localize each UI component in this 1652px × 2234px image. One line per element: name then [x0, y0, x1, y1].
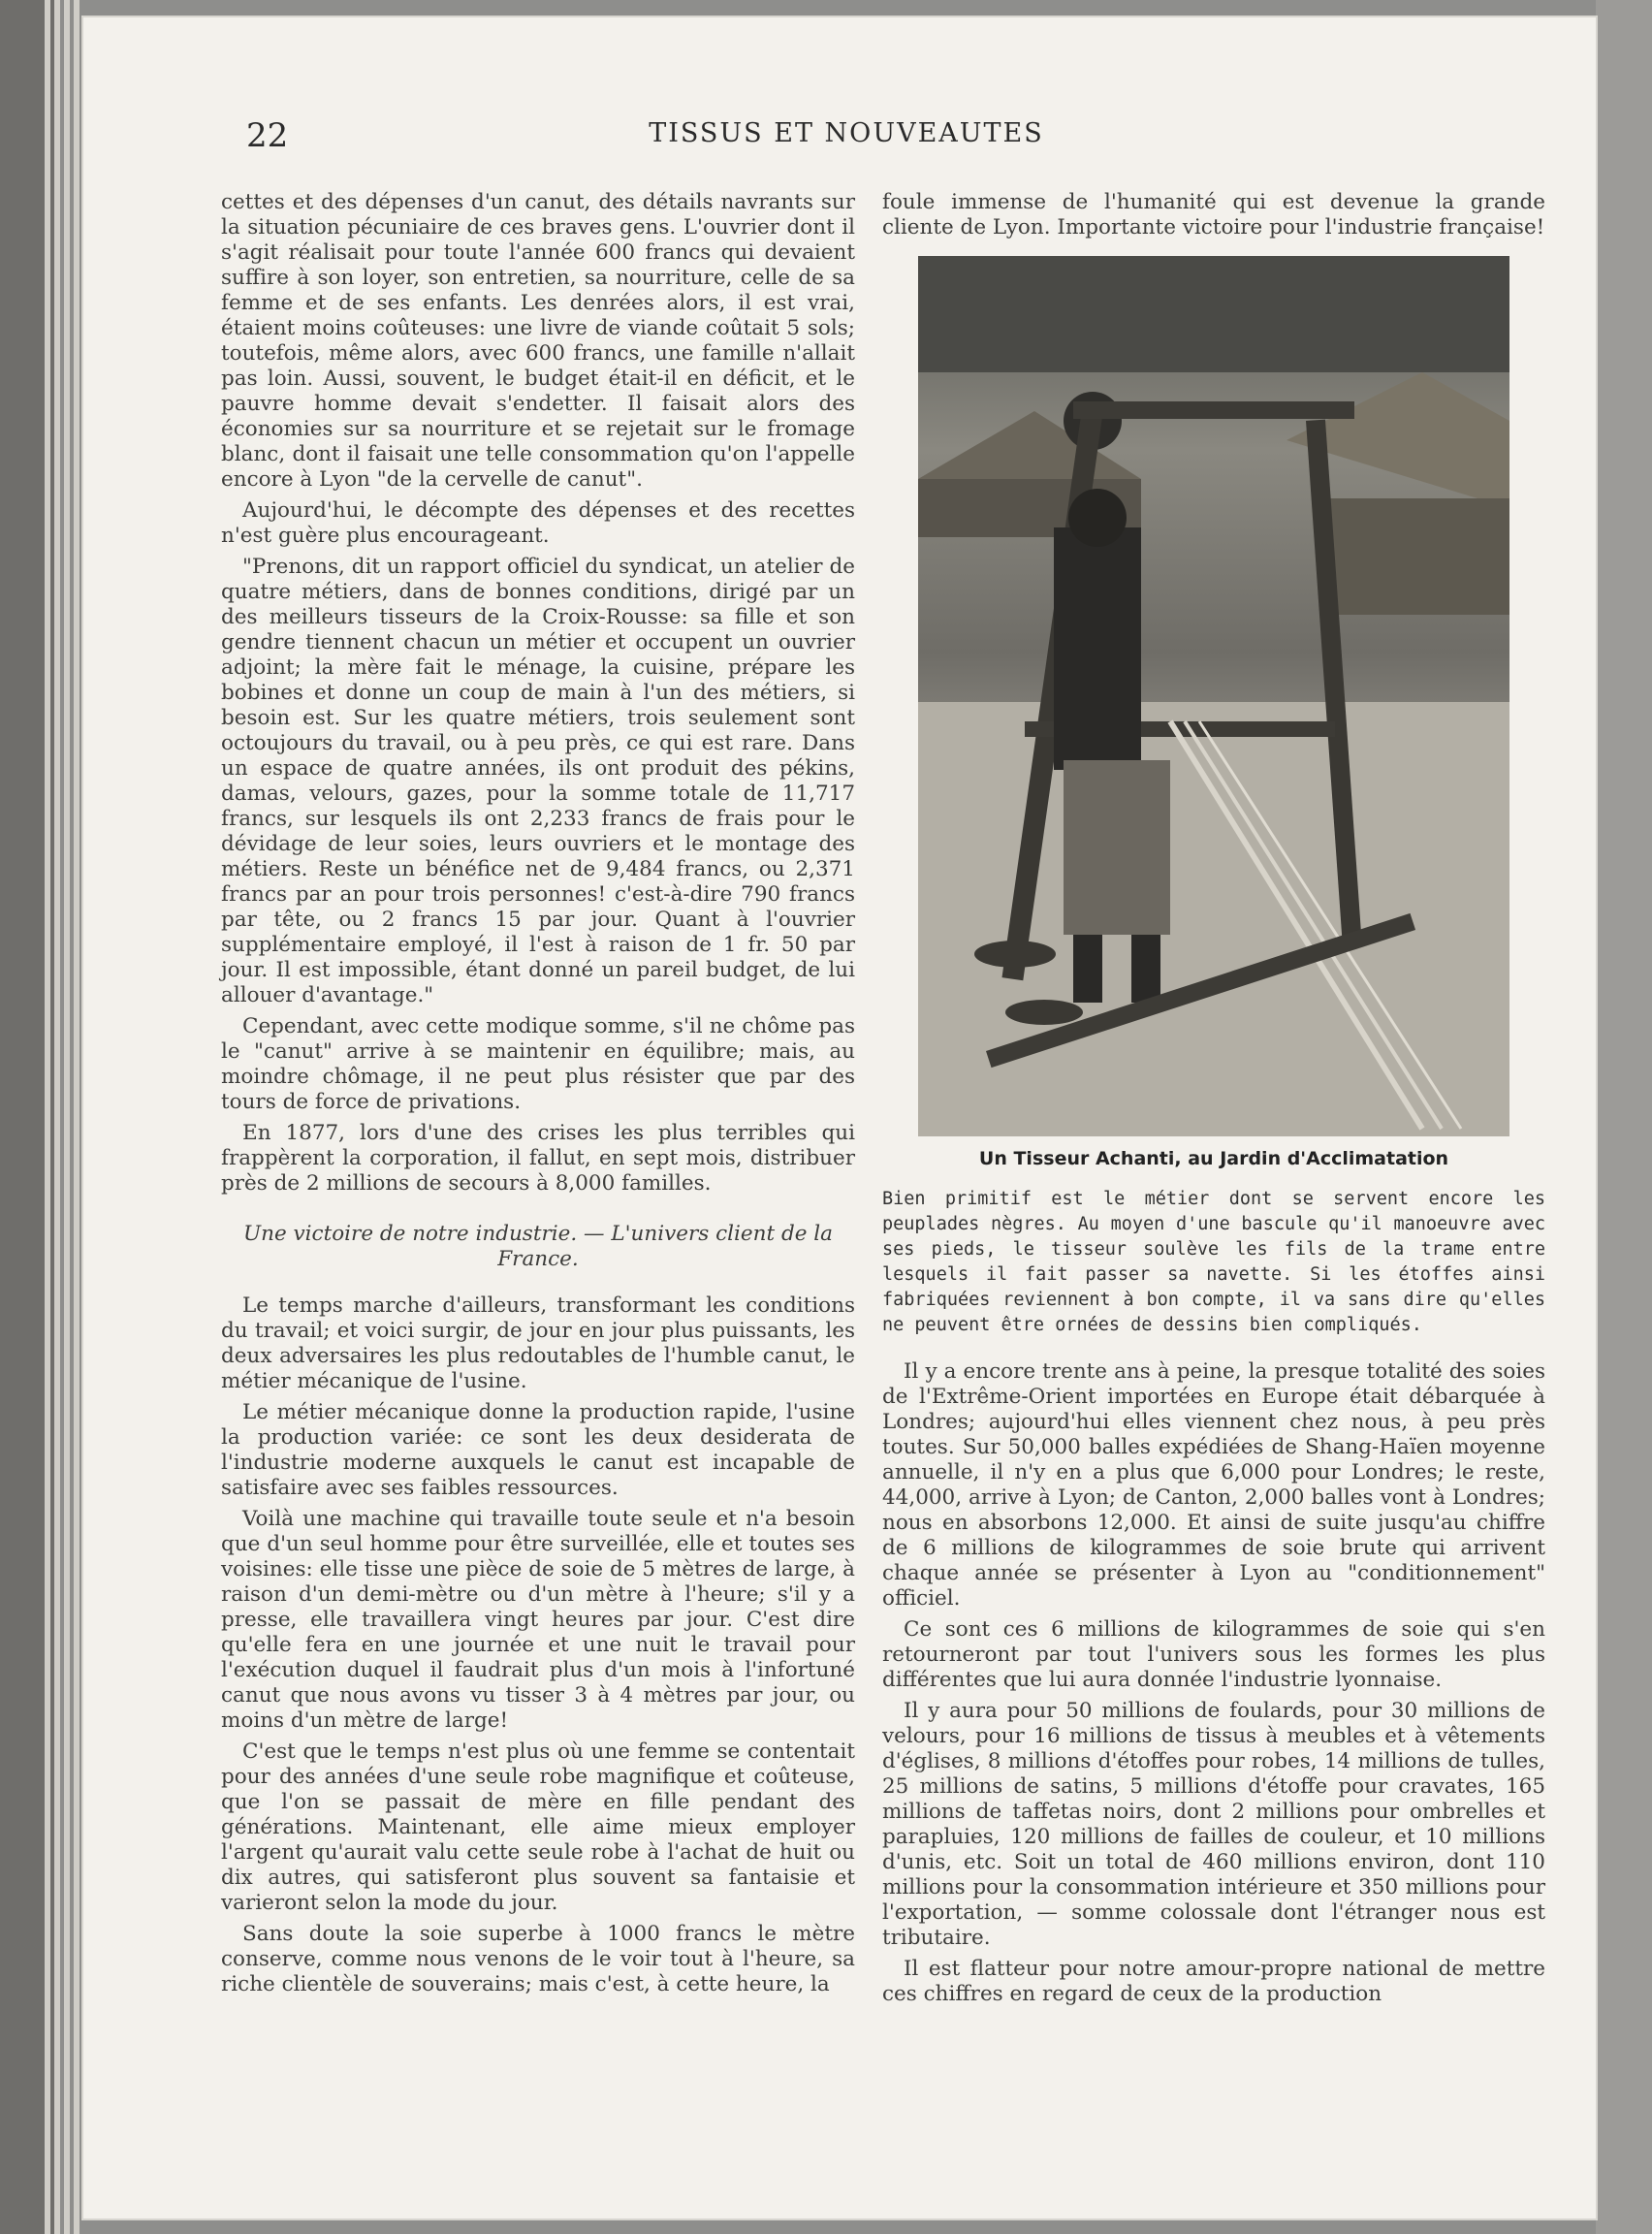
loom-illustration — [918, 256, 1509, 1136]
stacked-page-edge — [74, 0, 79, 2234]
running-title: TISSUS ET NOUVEAUTES — [649, 118, 1044, 148]
paragraph: Ce sont ces 6 millions de kilogrammes de soie qui s'en retourneront par tout l'univers sous les formes les plus différentes que lui aura donnée l'industrie lyonnaise. — [882, 1617, 1545, 1692]
caption-note: Bien primitif est le métier dont se servent encore les peuplades nègres. Au moyen d'une bascule qu'il manoeuvre avec ses pieds, le tisseur soulève les fils de la trame entre lesquels il fait passer sa navette. Si les étoffes ainsi fabriquées reviennent à bon compte, il va sans dire qu'elles ne peuvent être ornées de dessins bien compliqués. — [882, 1189, 1545, 1335]
paragraph: Cependant, avec cette modique somme, s'il ne chôme pas le "canut" arrive à se maintenir en équilibre; mais, au moindre chômage, il ne peut plus résister que par des tours de force de privations. — [221, 1014, 855, 1114]
stacked-page-edge — [64, 0, 70, 2234]
paragraph: Il y aura pour 50 millions de foulards, pour 30 millions de velours, pour 16 millions de tissus à meubles et à vêtements d'églises, 8 millions d'étoffes pour robes, 14 millions de tulles, 25 millions de satins, 5 millions d'étoffe pour cravates, 165 millions de taffetas noirs, dont 2 millions pour ombrelles et parapluies, 120 millions de failles de couleur, et 10 millions d'unis, etc. Soit un total de 460 millions environ, dont 110 millions pour la consommation intérieure et 350 millions pour l'exportation, — somme colossale dont l'étranger nous est tributaire. — [882, 1699, 1545, 1950]
paragraph: Le métier mécanique donne la production rapide, l'usine la production variée: ce sont les deux desiderata de l'industrie moderne auxquels le canut est incapable de satisfaire avec ses faibles ressources. — [221, 1400, 855, 1500]
right-column — [882, 190, 1545, 2013]
section-subheading: Une victoire de notre industrie. — L'univers client de la France. — [243, 1222, 833, 1271]
stacked-page-edge — [54, 0, 60, 2234]
paragraph: C'est que le temps n'est plus où une femme se contentait pour des années d'une seule robe magnifique et coûteuse, que l'on se passait de mère en fille pendant des générations. Maintenant, elle aime mieux employer l'argent qu'aurait valu cette seule robe à l'achat de huit ou dix autres, qui satisferont plus souvent sa fantaisie et varieront selon la mode du jour. — [221, 1739, 855, 1915]
paragraph: "Prenons, dit un rapport officiel du syndicat, un atelier de quatre métiers, dans de bonnes conditions, dirigé par un des meilleurs tisseurs de la Croix-Rousse: sa fille et son gendre tiennent chacun un métier et occupent un ouvrier adjoint; la mère fait le ménage, la cuisine, prépare les bobines et donne un coup de main à l'un des métiers, si besoin est. Sur les quatre métiers, trois seulement sont octoujours du travail, ou à peu près, ce qui est rare. Dans un espace de quatre années, ils ont produit des pékins, damas, velours, gazes, pour la somme totale de 11,717 francs, sur lesquels ils ont 2,233 francs de frais pour le dévidage de leur soies, leurs ouvriers et le montage des métiers. Reste un bénéfice net de 9,484 francs, ou 2,371 francs par an pour trois personnes! c'est-à-dire 790 francs par tête, ou 2 francs 15 par jour. Quant à l'ouvrier supplémentaire employé, il l'est à raison de 1 fr. 50 par jour. Il est impossible, étant donné un pareil budget, de lui allouer d'avantage." — [221, 555, 855, 1007]
weaver-photograph — [918, 256, 1509, 1136]
paragraph: En 1877, lors d'une des crises les plus terribles qui frappèrent la corporation, il fallut, en sept mois, distribuer près de 2 millions de secours à 8,000 familles. — [221, 1121, 855, 1196]
paragraph: Sans doute la soie superbe à 1000 francs le mètre conserve, comme nous venons de le voir tout à l'heure, sa riche clientèle de souverains; mais c'est, à cette heure, la — [221, 1922, 855, 1996]
paragraph: Aujourd'hui, le décompte des dépenses et des recettes n'est guère plus encourageant. — [221, 498, 855, 548]
page-number: 22 — [246, 116, 289, 155]
page-header — [163, 116, 1530, 163]
paragraph: Voilà une machine qui travaille toute seule et n'a besoin que d'un seul homme pour être surveillée, elle et toutes ses voisines: elle tisse une pièce de soie de 5 mètres de large, à raison d'un demi-mètre ou d'un mètre à l'heure; s'il y a presse, elle travaillera vingt heures par jour. C'est dire qu'elle fera en une journée et une nuit le travail pour l'exécution duquel il faudrait plus d'un mois à l'infortuné canut que nous avons vu tisser 3 à 4 mètres par jour, ou moins d'un mètre de large! — [221, 1507, 855, 1733]
paragraph: cettes et des dépenses d'un canut, des détails navrants sur la situation pécuniaire de ces braves gens. L'ouvrier dont il s'agit réalisait pour toute l'année 600 francs qui devaient suffire à son loyer, son entretien, sa nourriture, celle de sa femme et de ses enfants. Les denrées alors, il est vrai, étaient moins coûteuses: une livre de viande coûtait 5 sols; toutefois, même alors, avec 600 francs, une famille n'allait pas loin. Aussi, souvent, le budget était-il en déficit, et le pauvre homme devait s'endetter. Il faisait alors des économies sur sa nourriture et se rejetait sur le fromage blanc, dont il faisait une telle consommation qu'on l'appelle encore à Lyon "de la cervelle de canut". — [221, 190, 855, 492]
left-column — [221, 190, 855, 2003]
paragraph: Il est flatteur pour notre amour-propre national de mettre ces chiffres en regard de ceux de la production — [882, 1957, 1545, 2006]
photo-caption: Un Tisseur Achanti, au Jardin d'Acclimatation — [978, 1148, 1449, 1169]
paragraph: foule immense de l'humanité qui est devenue la grande cliente de Lyon. Importante victoire pour l'industrie française! — [882, 190, 1545, 239]
scanner-backdrop-right — [1596, 0, 1652, 2234]
stacked-page-edge — [45, 0, 50, 2234]
paragraph: Le temps marche d'ailleurs, transformant les conditions du travail; et voici surgir, de jour en jour plus puissants, les deux adversaires les plus redoutables de l'humble canut, le métier mécanique de l'usine. — [221, 1293, 855, 1393]
paragraph: Il y a encore trente ans à peine, la presque totalité des soies de l'Extrême-Orient importées en Europe était débarquée à Londres; aujourd'hui elles viennent chez nous, à peu près toutes. Sur 50,000 balles expédiées de Shang-Haïen moyenne annuelle, il n'y en a plus que 6,000 pour Londres; le reste, 44,000, arrive à Lyon; de Canton, 2,000 balles vont à Londres; nous en absorbons 12,000. Et ainsi de suite jusqu'au chiffre de 6 millions de kilogrammes de soie brute qui arrivent chaque année se présenter à Lyon au "conditionnement" officiel. — [882, 1359, 1545, 1611]
